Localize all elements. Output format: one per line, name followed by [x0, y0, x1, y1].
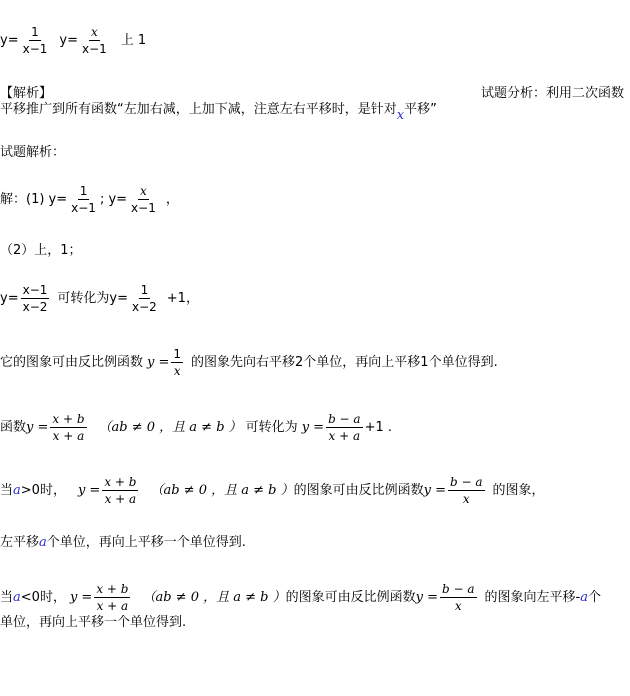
- graph-description-1: 它的图象可由反比例函数 y = $\frac{1}{x}$ 的图象先向右平移2个单位，再向上平移1个单位得到.: [0, 347, 498, 378]
- solution-title: 试题解析：: [0, 145, 66, 160]
- fraction: $\frac{1}{x-1}$: [71, 184, 96, 215]
- solution-part-1: 解：(1) y= $\frac{1}{x-1}$ ; y= $\frac{x}{x-1}$ ，: [0, 184, 179, 215]
- eq-prefix: y=: [59, 33, 78, 48]
- case-positive-a: 当 a >0时， y = $\frac{x + b}{x + a}$ （ab ≠ 0 ，且 a ≠ b ） 的图象可由反比例函数 y = $\frac{b - a}{x}$ 的图象，: [0, 475, 545, 506]
- fraction: $\frac{x + b}{x + a}$: [52, 412, 85, 443]
- fraction: $\frac{b - a}{x}$: [450, 475, 483, 506]
- fraction: $\frac{x + b}{x + a}$: [104, 475, 137, 506]
- analysis-text: 试题分析：利用二次函数: [480, 86, 624, 101]
- fraction: $\frac{x + b}{x + a}$: [96, 582, 129, 613]
- answer-line-1: [0, 26, 146, 55]
- fraction: $\frac{b - a}{x + a}$: [328, 412, 361, 443]
- fraction: $\frac{b - a}{x}$: [442, 582, 475, 613]
- fraction: $\frac{x}{x-1}$: [81, 25, 107, 56]
- fraction: $\frac{x}{x-1}$: [131, 184, 156, 215]
- solution-part-2: （2）上，1；: [0, 243, 82, 258]
- function-line: 函数 y = $\frac{x + b}{x + a}$ （ab ≠ 0 ，且 a ≠ b ） 可转化为 y = $\frac{b - a}{x + a}$ +1 .: [0, 412, 393, 443]
- analysis-line: 平移推广到所有函数“左加右减，上加下减，注意左右平移时，是针对 x 平移”: [0, 102, 437, 123]
- case-negative-a-continued: 单位，再向上平移一个单位得到.: [0, 615, 187, 630]
- case-positive-a-continued: 左平移 a 个单位，再向上平移一个单位得到.: [0, 535, 246, 550]
- fraction: $\frac{1}{x-2}$: [131, 283, 157, 314]
- fraction: $\frac{1}{x-1}$: [22, 25, 48, 56]
- eq-prefix: y=: [0, 33, 19, 48]
- fraction: $\frac{1}{x}$: [173, 347, 182, 378]
- answer-tail: 上 1: [120, 33, 147, 48]
- fraction: $\frac{x-1}{x-2}$: [22, 283, 48, 314]
- conversion-line: y= $\frac{x-1}{x-2}$ 可转化为y= $\frac{1}{x-2}$ +1，: [0, 283, 199, 314]
- case-negative-a: 当 a <0时， y = $\frac{x + b}{x + a}$ （ab ≠ 0 ，且 a ≠ b ） 的图象可由反比例函数 y = $\frac{b - a}{x}$ 的图象向左平移- a 个: [0, 582, 602, 613]
- jiexi-label: 【解析】: [0, 86, 53, 101]
